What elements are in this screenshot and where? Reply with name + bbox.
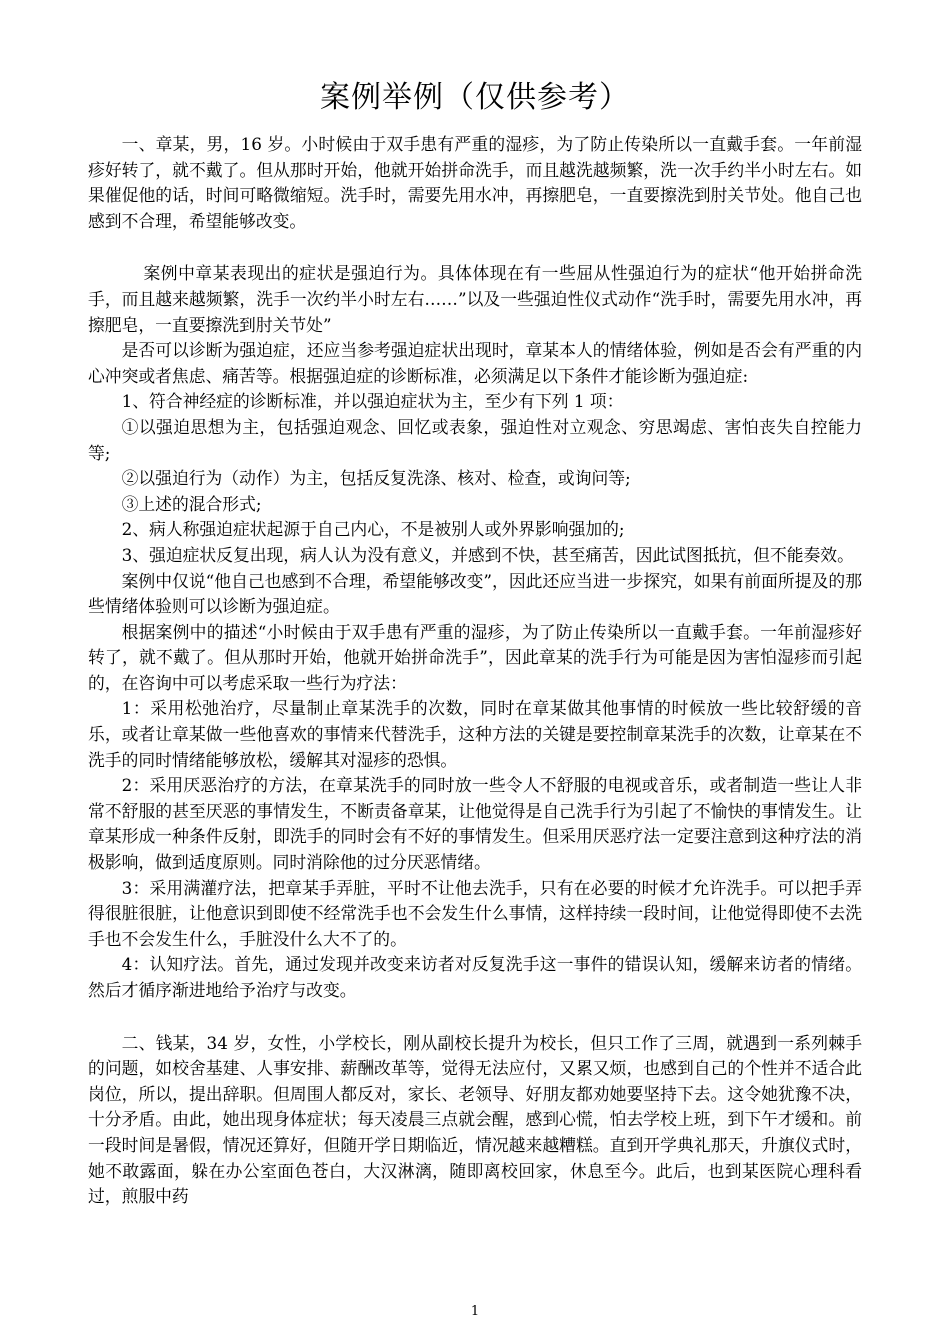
case1-intro: 一、章某，男，16 岁。小时候由于双手患有严重的湿疹，为了防止传染所以一直戴手套。一年前湿疹好转了，就不戴了。但从那时开始，他就开始拼命洗手，而且越洗越频繁，洗一次手约半小时左右。如果催促他的话，时间可略微缩短。洗手时，需要先用水冲，再擦肥皂，一直要擦洗到肘关节处。他自己也感到不合理，希望能够改变。 [88,134,862,231]
criteria-subitem-1: ①以强迫思想为主，包括强迫观念、回忆或表象，强迫性对立观念、穷思竭虑、害怕丧失自控能力等; [88,416,862,463]
therapy-method-3: 3：采用满灌疗法，把章某手弄脏，平时不让他去洗手，只有在必要的时候才允许洗手。可以把手弄得很脏很脏，让他意识到即使不经常洗手也不会发生什么事情，这样持续一段时间，让他觉得即使不去洗手也不会发生什么，手脏没什么大不了的。 [88,877,862,949]
paragraph-gap [88,1004,862,1031]
page-number: 1 [470,1304,480,1319]
case1-analysis-therapy: 根据案例中的描述“小时候由于双手患有严重的湿疹，为了防止传染所以一直戴手套。一年前湿疹好转了，就不戴了。但从那时开始，他就开始拼命洗手”，因此章某的洗手行为可能是因为害怕湿疹而引起的，在咨询中可以考虑采取一些行为疗法： [88,621,862,693]
case2-intro: 二、钱某，34 岁，女性，小学校长，刚从副校长提升为校长，但只工作了三周，就遇到一系列棘手的问题，如校舍基建、人事安排、薪酬改革等，觉得无法应付，又累又烦，也感到自己的个性并不适合此岗位，所以，提出辞职。但周围人都反对，家长、老领导、好朋友都劝她要坚持下去。这令她犹豫不决，十分矛盾。由此，她出现身体症状；每天凌晨三点就会醒，感到心慌，怕去学校上班，到下午才缓和。前一段时间是暑假，情况还算好，但随开学日期临近，情况越来越糟糕。直到开学典礼那天，升旗仪式时，她不敢露面，躲在办公室面色苍白，大汉淋漓，随即离校回家，休息至今。此后，也到某医院心理科看过，煎服中药 [88,1032,862,1207]
therapy-method-4: 4：认知疗法。首先，通过发现并改变来访者对反复洗手这一事件的错误认知，缓解来访者的情绪。然后才循序渐进地给予治疗与改变。 [88,954,862,1000]
case1-analysis-diagnosis: 是否可以诊断为强迫症，还应当参考强迫症状出现时，章某本人的情绪体验，例如是否会有严重的内心冲突或者焦虑、痛苦等。根据强迫症的诊断标准，必须满足以下条件才能诊断为强迫症: [88,340,862,386]
document-body [88,132,862,1210]
criteria-item-2: 2、病人称强迫症状起源于自己内心，不是被别人或外界影响强加的; [121,519,625,540]
case1-analysis-feelings: 案例中仅说“他自己也感到不合理，希望能够改变”，因此还应当进一步探究，如果有前面所提及的那些情绪体验则可以诊断为强迫症。 [88,570,862,617]
criteria-item-3: 3、强迫症状反复出现，病人认为没有意义，并感到不快，甚至痛苦，因此试图抵抗，但不能奏效。 [121,544,854,565]
criteria-item-1: 1、符合神经症的诊断标准，并以强迫症状为主，至少有下列 1 项： [121,391,624,412]
criteria-subitem-2: ②以强迫行为（动作）为主，包括反复洗涤、核对、检查，或询问等; [121,468,631,489]
criteria-subitem-3: ③上述的混合形式; [121,493,262,514]
document-title: 案例举例（仅供参考） [320,80,630,115]
therapy-method-1: 1：采用松弛治疗，尽量制止章某洗手的次数，同时在章某做其他事情的时候放一些比较舒缓的音乐，或者让章某做一些他喜欢的事情来代替洗手，这种方法的关键是要控制章某洗手的次数，让章某在不洗手的同时情绪能够放松，缓解其对湿疹的恐惧。 [88,698,862,770]
paragraph-gap [88,234,862,261]
case1-analysis-symptoms: 案例中章某表现出的症状是强迫行为。具体体现在有一些屈从性强迫行为的症状“他开始拼命洗手，而且越来越频繁，洗手一次约半小时左右……”以及一些强迫性仪式动作“洗手时，需要先用水冲，再擦肥皂，一直要擦洗到肘关节处” [88,263,862,335]
therapy-method-2: 2：采用厌恶治疗的方法，在章某洗手的同时放一些令人不舒服的电视或音乐，或者制造一些让人非常不舒服的甚至厌恶的事情发生，不断责备章某，让他觉得是自己洗手行为引起了不愉快的事情发生。让章某形成一种条件反射，即洗手的同时会有不好的事情发生。但采用厌恶疗法一定要注意到这种疗法的消极影响，做到适度原则。同时消除他的过分厌恶情绪。 [88,775,862,873]
